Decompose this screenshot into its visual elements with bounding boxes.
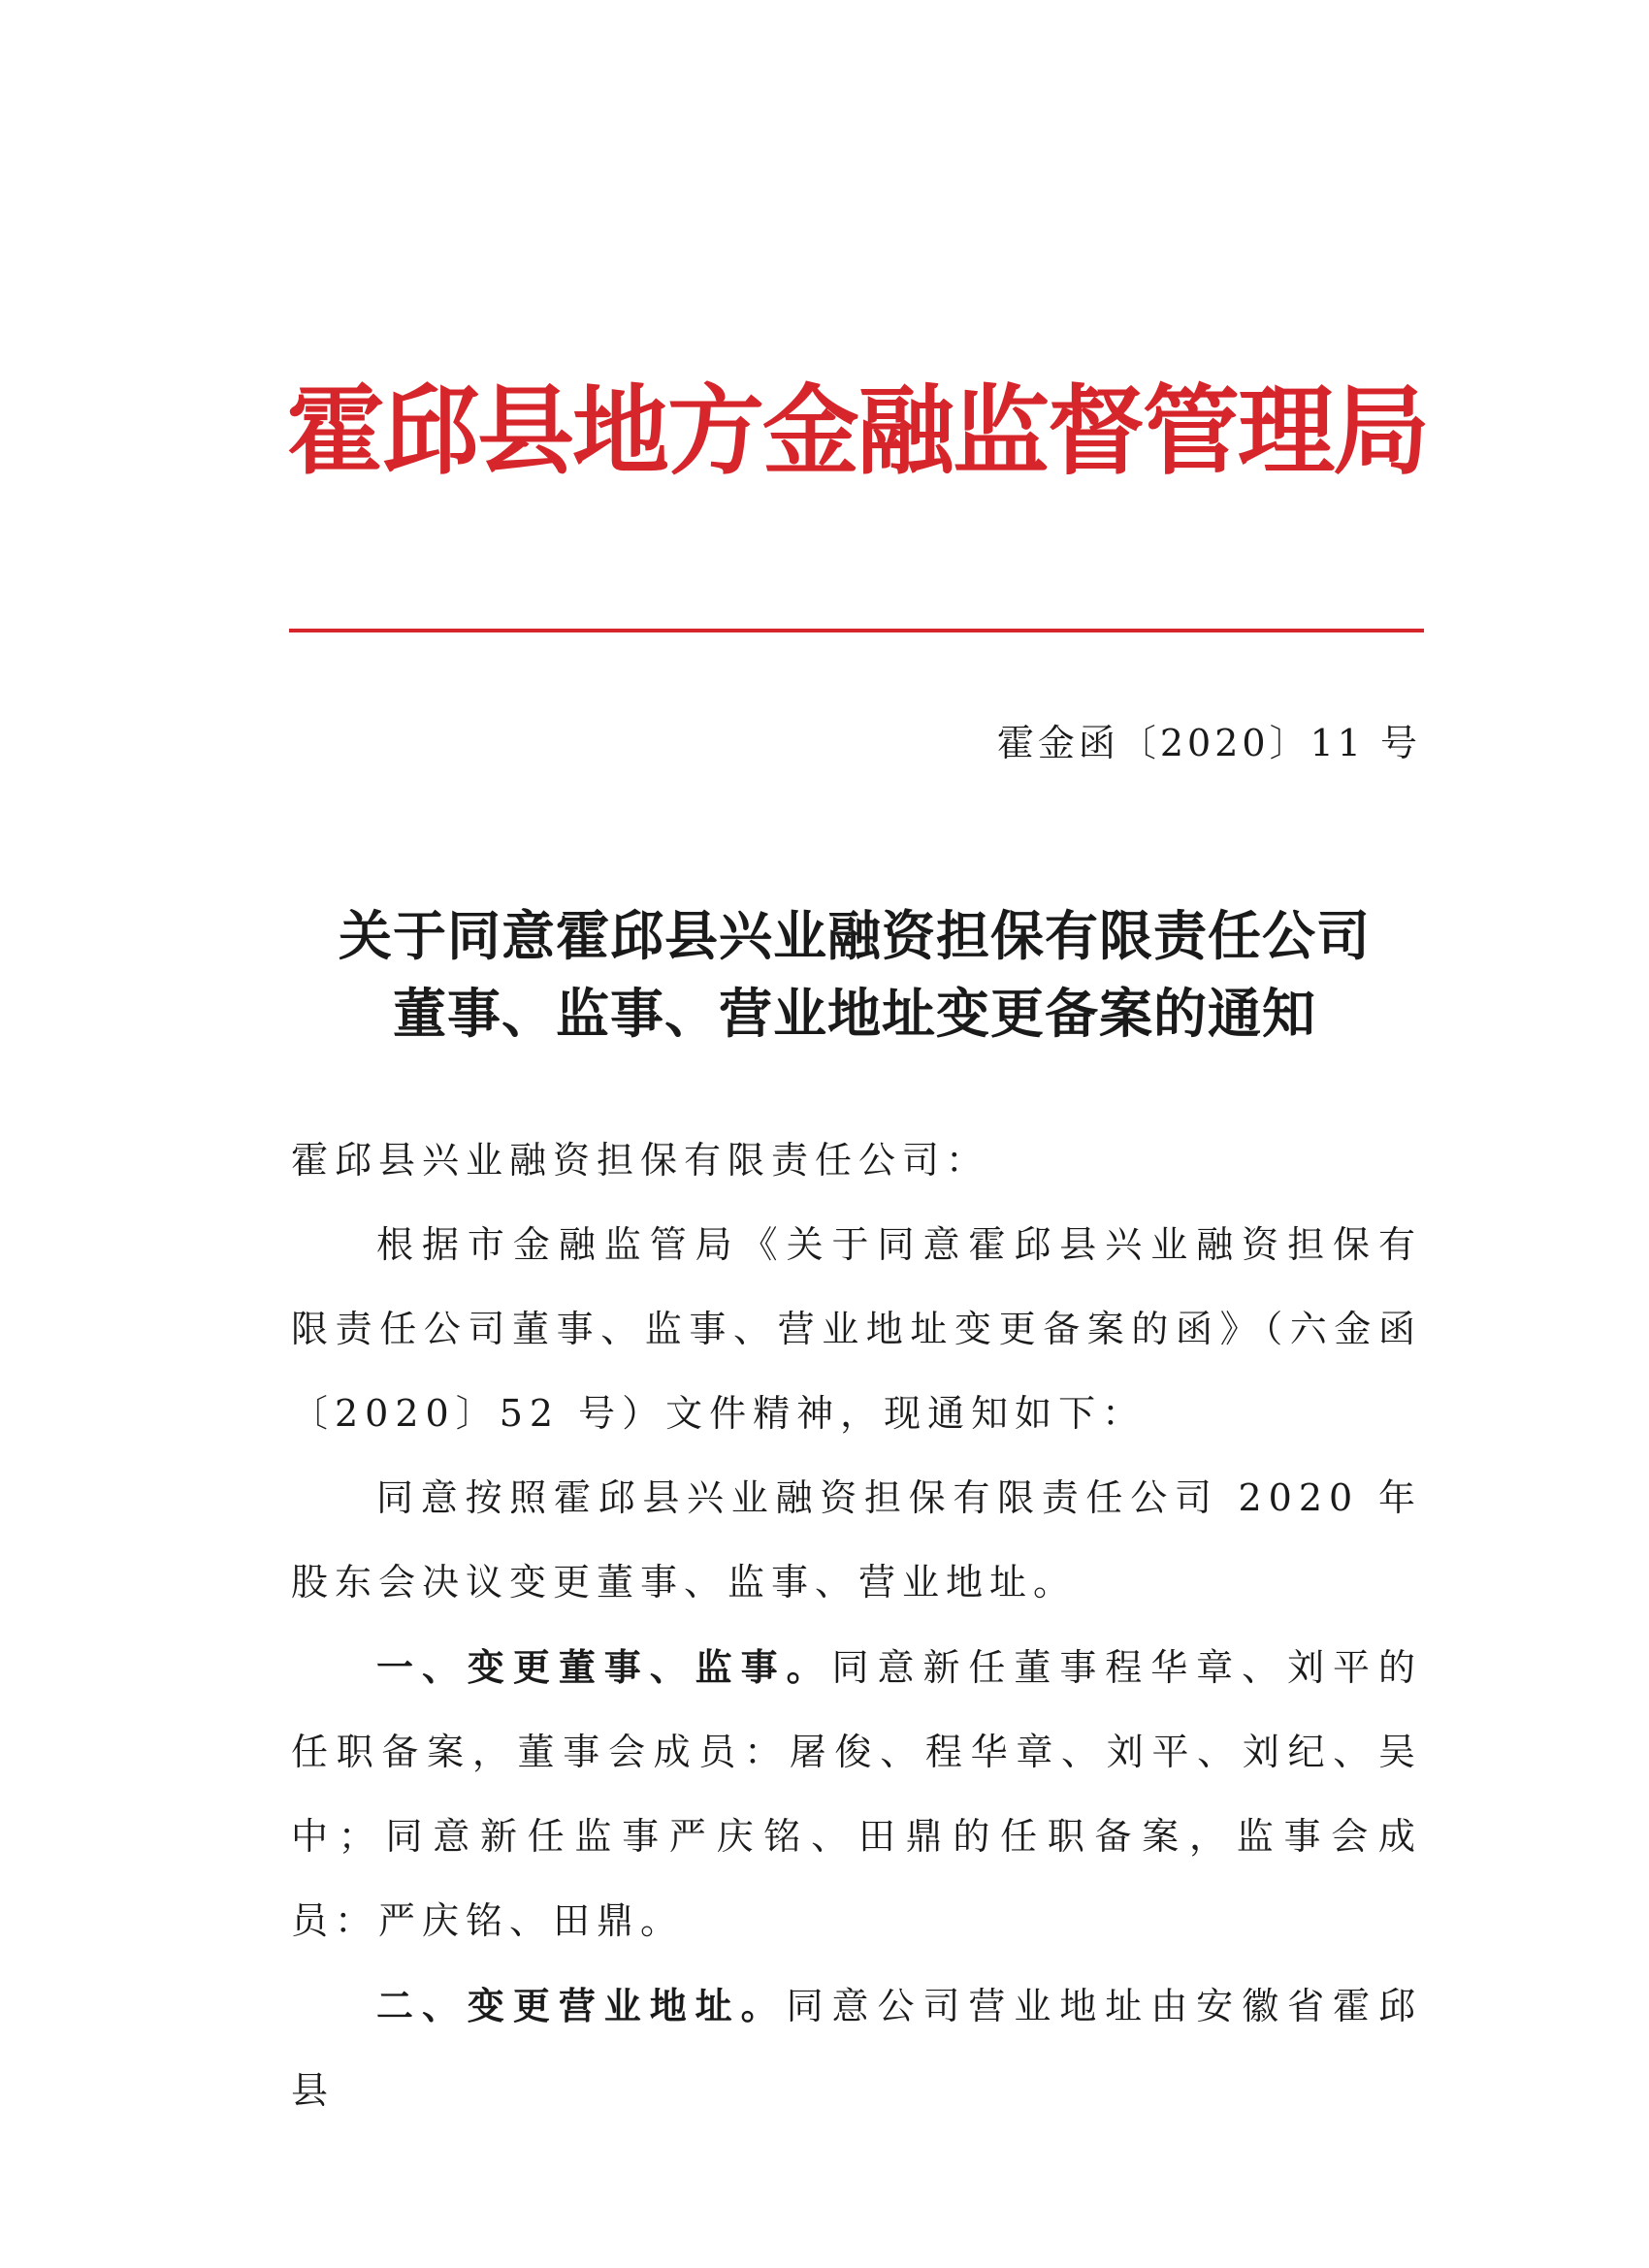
- section-2-text: 同意公司营业地址由安徽省霍邱县: [291, 1985, 1422, 2112]
- section-2: [291, 1963, 1422, 2133]
- title-line-1: 关于同意霍邱县兴业融资担保有限责任公司: [338, 904, 1371, 967]
- title-line-2: 董事、监事、营业地址变更备案的通知: [392, 982, 1316, 1045]
- document-body: [291, 1118, 1422, 2133]
- masthead-org-name: 霍邱县地方金融监督管理局: [287, 374, 1428, 488]
- paragraph-1: 根据市金融监管局《关于同意霍邱县兴业融资担保有限责任公司董事、监事、营业地址变更备案的函》（六金函〔2020〕52 号）文件精神，现通知如下：: [291, 1223, 1422, 1435]
- document-number: 霍金函〔2020〕11 号: [996, 722, 1421, 764]
- red-header-rule: [289, 629, 1424, 632]
- paragraph-2: 同意按照霍邱县兴业融资担保有限责任公司 2020 年股东会决议变更董事、监事、营业地址。: [291, 1476, 1422, 1604]
- section-1: [291, 1625, 1422, 1963]
- section-1-heading: 一、变更董事、监事。: [376, 1645, 832, 1689]
- section-1-text: 同意新任董事程华章、刘平的任职备案，董事会成员：屠俊、程华章、刘平、刘纪、吴中；同意新任监事严庆铭、田鼎的任职备案，监事会成员：严庆铭、田鼎。: [291, 1646, 1422, 1942]
- section-2-heading: 二、变更营业地址。: [376, 1984, 787, 2027]
- addressee: 霍邱县兴业融资担保有限责任公司：: [291, 1139, 990, 1182]
- document-title: [287, 897, 1422, 1053]
